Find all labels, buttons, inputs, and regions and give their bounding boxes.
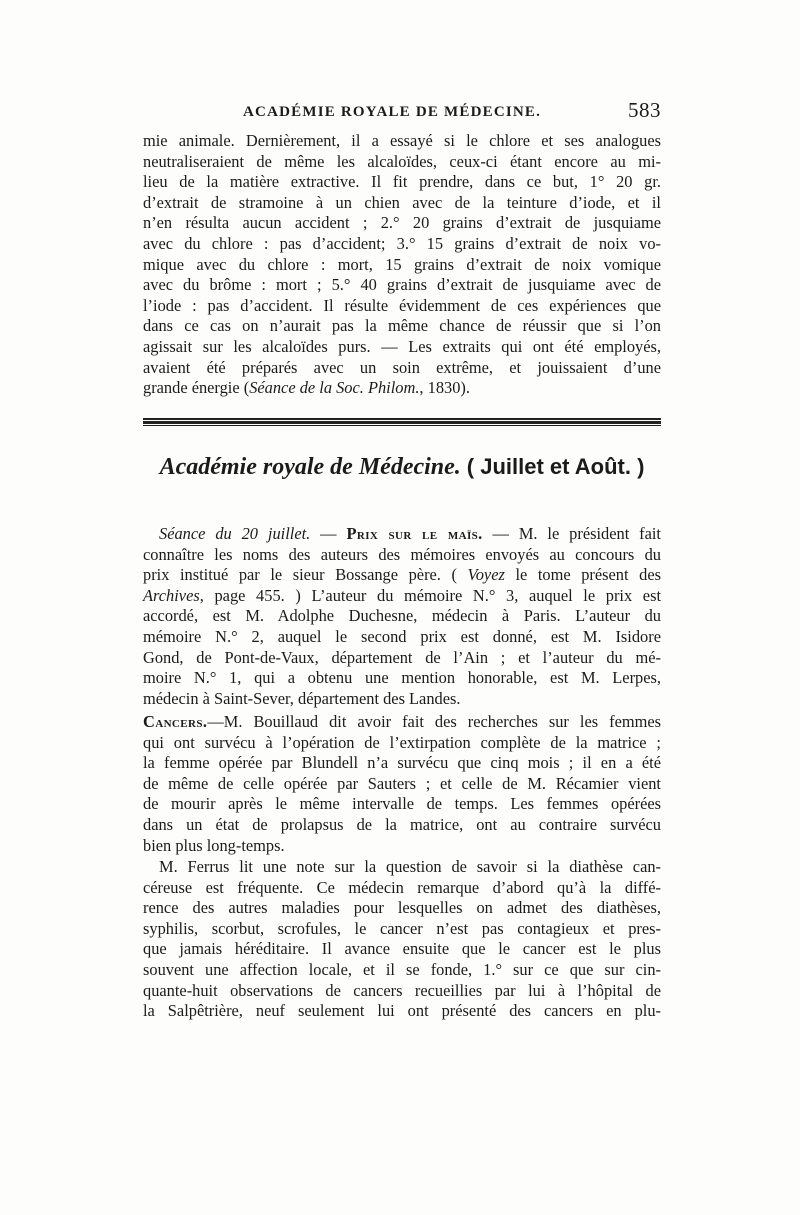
text-line: qui ont survécu à l’opération de l’extirpation complète de la matrice ; — [143, 732, 661, 752]
text-line: neutraliseraient de même les alcaloïdes, ceux-ci étant encore au mi- — [143, 151, 661, 171]
continuation-paragraph — [143, 131, 661, 399]
text-line: la Salpêtrière, neuf seulement lui ont présenté des cancers en plu- — [143, 1001, 661, 1021]
text-line: dans un état de prolapsus de la matrice, ont au contraire survécu — [143, 814, 661, 834]
text-line: de mourir après le même intervalle de temps. Les femmes opérées — [143, 794, 661, 814]
text-line: Gond, de Pont-de-Vaux, département de l’Ain ; et l’auteur du mé- — [143, 647, 661, 667]
text-fragment: — M. le président fait — [482, 524, 661, 543]
text-line: mie animale. Dernièrement, il a essayé si le chlore et ses analogues — [143, 131, 661, 150]
text-line: mique avec du chlore : mort, 15 grains d’extrait de noix vomique — [143, 254, 661, 274]
heading-dates: ( Juillet et Août. ) — [466, 454, 645, 479]
seance-paragraph — [143, 524, 661, 709]
text-line — [143, 565, 661, 586]
section-heading — [143, 451, 661, 483]
divider-rule — [143, 425, 661, 426]
divider-rule — [143, 421, 661, 424]
text-fragment: le tome présent des — [504, 565, 661, 585]
text-line: la femme opérée par Blundell n’a survécu que cinq mois ; il en a été — [143, 753, 661, 773]
heading-title: Académie royale de Médecine. — [159, 454, 461, 480]
text-fragment: —M. Bouillaud dit avoir fait des recherches sur les femmes — [207, 712, 661, 731]
text-fragment: , 1830). — [419, 378, 470, 398]
text-line-last: bien plus long-temps. — [143, 835, 285, 855]
text-line: syphilis, scorbut, scrofules, le cancer n’est pas contagieux et pres- — [143, 918, 661, 938]
text-line: avec du brôme : mort ; 5.° 40 grains d’extrait de jusquiame avec de — [143, 275, 661, 295]
text-fragment: prix institué par le sieur Bossange père. ( — [143, 565, 457, 585]
text-line-last — [143, 378, 661, 399]
text-line: de même de celle opérée par Sauters ; et celle de M. Récamier vient — [143, 773, 661, 793]
text-line: moire N.° 1, qui a obtenu une mention honorable, est M. Lerpes, — [143, 668, 661, 688]
text-fragment: — — [310, 524, 347, 543]
text-line: connaître les noms des auteurs des mémoires envoyés au concours du — [143, 544, 661, 564]
running-head — [143, 98, 661, 128]
text-line: que jamais héréditaire. Il avance ensuite que le cancer est le plus — [143, 939, 661, 959]
text-line: lieu de la matière extractive. Il fit prendre, dans ce but, 1° 20 gr. — [143, 172, 661, 192]
text-fragment: , page 455. ) L’auteur du mémoire N.° 3, auquel le prix est — [199, 585, 661, 605]
ferrus-paragraph — [143, 857, 661, 1022]
voyez-italic: Voyez — [467, 565, 505, 585]
text-line: mémoire N.° 2, auquel le second prix est donné, est M. Isidore — [143, 626, 661, 646]
text-line: céreuse est fréquente. Ce médecin remarque d’abord qu’à la diffé- — [143, 877, 661, 897]
divider-rule — [143, 418, 661, 420]
text-line: d’extrait de stramoine à un chien avec de la teinture d’iode, et il — [143, 192, 661, 212]
page-number: 583 — [628, 98, 661, 122]
rubric-prix-sur-le-mais: Prix sur le maïs. — [346, 524, 483, 543]
text-line: souvent une affection locale, et il se fonde, 1.° sur ce que sur cin- — [143, 959, 661, 979]
running-title: ACADÉMIE ROYALE DE MÉDECINE. — [243, 104, 542, 120]
text-line: dans ce cas on n’aurait pas la même chance de réussir que si l’on — [143, 316, 661, 336]
text-line: rence des autres maladies pour lesquelles on admet des diathèses, — [143, 898, 661, 918]
rubric-cancers: Cancers. — [143, 712, 208, 731]
section-divider — [143, 418, 661, 428]
text-line: n’en résulta aucun accident ; 2.° 20 grains d’extrait de jusquiame — [143, 213, 661, 233]
archives-italic: Archives — [143, 585, 200, 605]
text-line-last: médecin à Saint-Sever, département des Landes. — [143, 688, 461, 708]
text-line: M. Ferrus lit une note sur la question de savoir si la diathèse can- — [159, 857, 661, 876]
text-fragment: grande énergie ( — [143, 378, 250, 398]
text-line: accordé, est M. Adolphe Duchesne, médecin à Paris. L’auteur du — [143, 606, 661, 626]
text-line: quante-huit observations de cancers recueillies par lui à l’hôpital de — [143, 980, 661, 1000]
cancers-paragraph — [143, 712, 661, 856]
text-line: avec du chlore : pas d’accident; 3.° 15 grains d’extrait de noix vo- — [143, 233, 661, 253]
text-line: agissait sur les alcaloïdes purs. — Les extraits qui ont été employés, — [143, 336, 661, 356]
text-line: l’iode : pas d’accident. Il résulte évidemment de ces expériences que — [143, 295, 661, 315]
text-line — [143, 712, 661, 733]
text-line — [143, 586, 661, 607]
text-line: avaient été préparés avec un soin extrême, et jouissaient d’une — [143, 357, 661, 377]
citation-italic: Séance de la Soc. Philom. — [249, 378, 420, 398]
text-line — [143, 524, 661, 545]
seance-date: Séance du 20 juillet. — [159, 524, 311, 543]
